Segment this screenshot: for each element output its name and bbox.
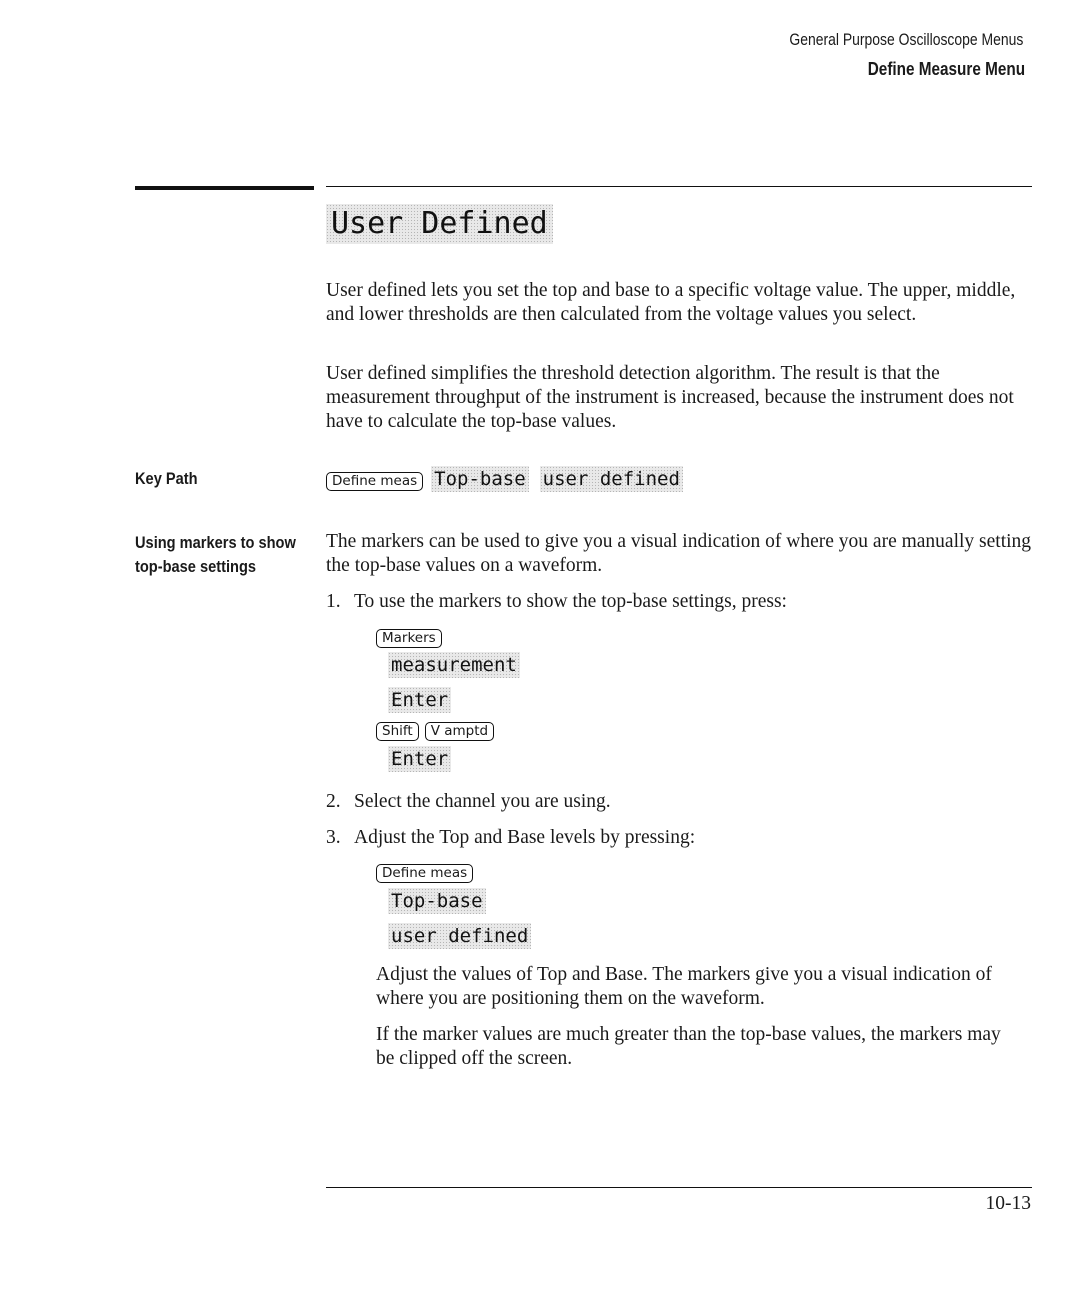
top-base-softkey-row [388,888,486,914]
page-title: User Defined [326,204,553,244]
measurement-softkey-row [388,652,520,678]
section-rule-thick [135,186,314,190]
v-amptd-key[interactable]: V amptd [425,722,494,741]
clipping-note: If the marker values are much greater than the top-base values, the markers may be clipped off the screen. [376,1024,1001,1069]
footer-rule [326,1187,1032,1188]
user-defined-softkey-row [388,923,531,949]
key-path-label: Key Path [135,469,198,488]
step-3-text: Adjust the Top and Base levels by pressing: [354,827,696,848]
enter-softkey-2[interactable]: Enter [388,746,451,772]
shift-key[interactable]: Shift [376,722,419,741]
step-2-number: 2. [326,791,341,812]
intro-paragraph-1: User defined lets you set the top and base to a specific voltage value. The upper, middle, and lower thresholds are then calculated from the voltage values you select. [326,280,1016,325]
adjust-note: Adjust the values of Top and Base. The markers give you a visual indication of where you are positioning them on the waveform. [376,964,992,1009]
step-2-text: Select the channel you are using. [354,791,611,812]
markers-section-label-line2: top-base settings [135,557,257,576]
define-meas-key[interactable]: Define meas [326,472,423,491]
markers-key-row [376,629,442,648]
markers-key[interactable]: Markers [376,629,442,648]
markers-section-label-line1: Using markers to show [135,533,296,552]
section-rule-thin [326,186,1032,187]
step-1-text: To use the markers to show the top-base settings, press: [354,591,787,612]
define-meas-key-row [376,864,473,883]
measurement-softkey[interactable]: measurement [388,652,520,678]
user-defined-softkey-step3[interactable]: user defined [388,923,531,949]
step-3 [326,826,695,850]
step-2 [326,790,611,814]
page-number: 10-13 [985,1193,1031,1214]
enter-softkey-row-2 [388,746,451,772]
enter-softkey-1[interactable]: Enter [388,687,451,713]
step-1 [326,590,787,614]
user-defined-softkey[interactable]: user defined [540,466,683,492]
intro-paragraph-2: User defined simplifies the threshold detection algorithm. The result is that the measurement throughput of the instrument is increased, because the instrument does not have to calculate the top-base values. [326,363,1014,432]
define-meas-key-step3[interactable]: Define meas [376,864,473,883]
enter-softkey-row-1 [388,687,451,713]
key-path-sequence [326,466,683,492]
step-1-number: 1. [326,591,341,612]
step-3-number: 3. [326,827,341,848]
running-header-chapter: General Purpose Oscilloscope Menus [788,30,1023,49]
top-base-softkey-step3[interactable]: Top-base [388,888,486,914]
top-base-softkey[interactable]: Top-base [431,466,529,492]
markers-paragraph: The markers can be used to give you a visual indication of where you are manually setting the top-base values on a waveform. [326,531,1032,576]
running-header-section: Define Measure Menu [867,59,1025,79]
shift-vamptd-row [376,722,494,741]
